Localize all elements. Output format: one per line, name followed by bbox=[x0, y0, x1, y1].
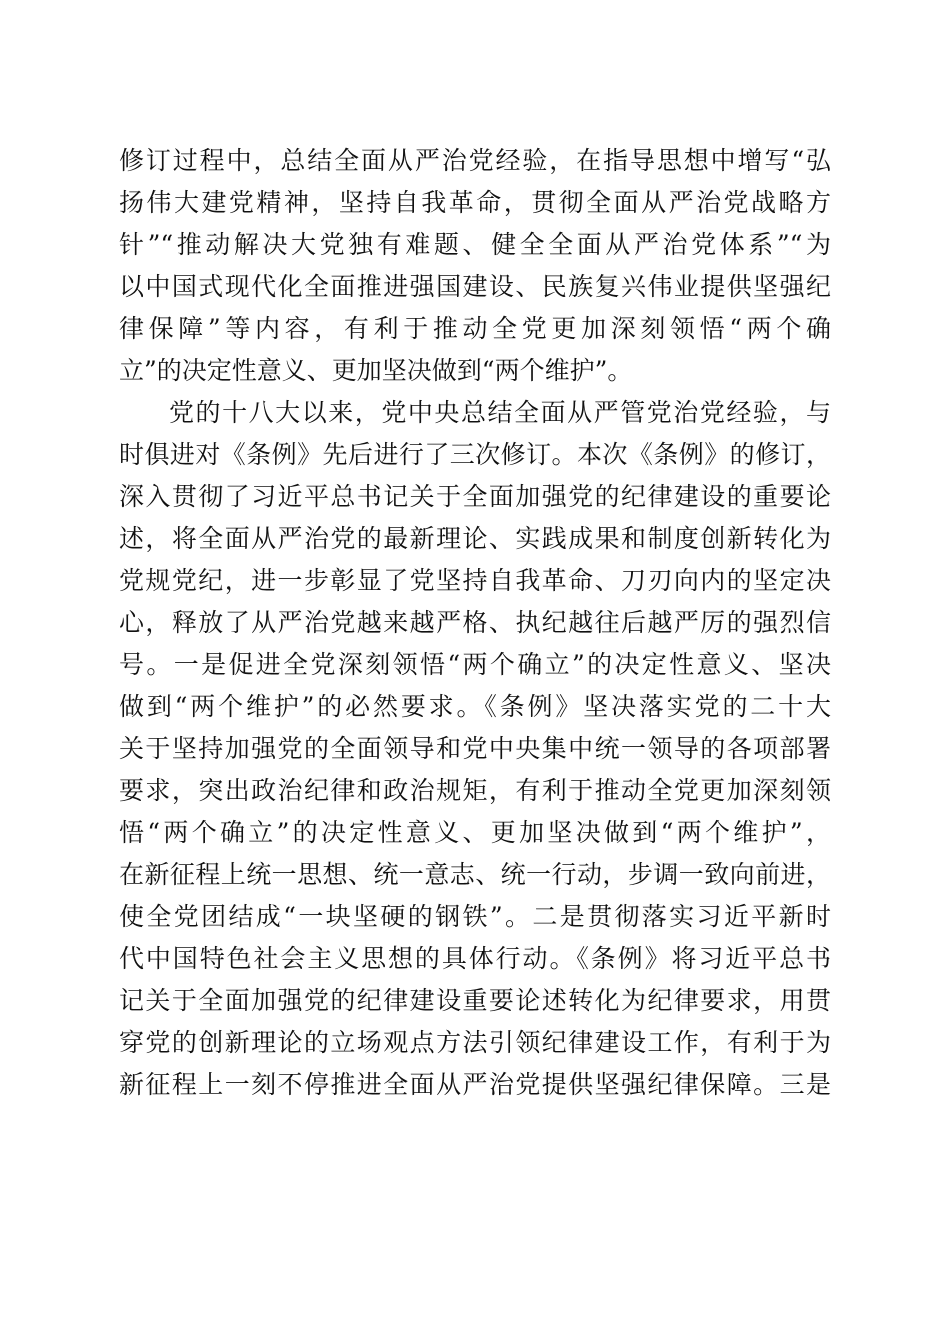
text-line: 号。一是促进全党深刻领悟“两个确立”的决定性意义、坚决 bbox=[119, 650, 831, 679]
text-line: 述，将全面从严治党的最新理论、实践成果和制度创新转化为 bbox=[119, 524, 831, 553]
text-line: 关于坚持加强党的全面领导和党中央集中统一领导的各项部署 bbox=[119, 734, 831, 763]
paragraph-first-line: 党的十八大以来，党中央总结全面从严管党治党经验，与 bbox=[169, 398, 831, 427]
text-line: 代中国特色社会主义思想的具体行动。《条例》将习近平总书 bbox=[119, 944, 831, 973]
text-line: 扬伟大建党精神，坚持自我革命，贯彻全面从严治党战略方 bbox=[119, 188, 831, 217]
text-line: 使全党团结成“一块坚硬的钢铁”。二是贯彻落实习近平新时 bbox=[119, 902, 831, 931]
body-text bbox=[119, 140, 831, 1106]
text-line: 深入贯彻了习近平总书记关于全面加强党的纪律建设的重要论 bbox=[119, 482, 831, 511]
text-line: 修订过程中，总结全面从严治党经验，在指导思想中增写“弘 bbox=[119, 146, 831, 175]
text-line: 时俱进对《条例》先后进行了三次修订。本次《条例》的修订， bbox=[119, 440, 831, 469]
text-line: 新征程上一刻不停推进全面从严治党提供坚强纪律保障。三是 bbox=[119, 1070, 831, 1099]
text-line: 心，释放了从严治党越来越严格、执纪越往后越严厉的强烈信 bbox=[119, 608, 831, 637]
text-line: 做到“两个维护”的必然要求。《条例》坚决落实党的二十大 bbox=[119, 692, 831, 721]
text-line: 针”“推动解决大党独有难题、健全全面从严治党体系”“为 bbox=[119, 230, 831, 259]
text-line: 穿党的创新理论的立场观点方法引领纪律建设工作，有利于为 bbox=[119, 1028, 831, 1057]
text-line: 悟“两个确立”的决定性意义、更加坚决做到“两个维护”， bbox=[119, 818, 831, 847]
text-line: 律保障”等内容，有利于推动全党更加深刻领悟“两个确 bbox=[119, 314, 831, 343]
text-line: 记关于全面加强党的纪律建设重要论述转化为纪律要求，用贯 bbox=[119, 986, 831, 1015]
text-line: 以中国式现代化全面推进强国建设、民族复兴伟业提供坚强纪 bbox=[119, 272, 831, 301]
text-line: 党规党纪，进一步彰显了党坚持自我革命、刀刃向内的坚定决 bbox=[119, 566, 831, 595]
text-line: 要求，突出政治纪律和政治规矩，有利于推动全党更加深刻领 bbox=[119, 776, 831, 805]
text-line: 立”的决定性意义、更加坚决做到“两个维护”。 bbox=[119, 356, 633, 385]
text-line: 在新征程上统一思想、统一意志、统一行动，步调一致向前进， bbox=[119, 860, 831, 889]
